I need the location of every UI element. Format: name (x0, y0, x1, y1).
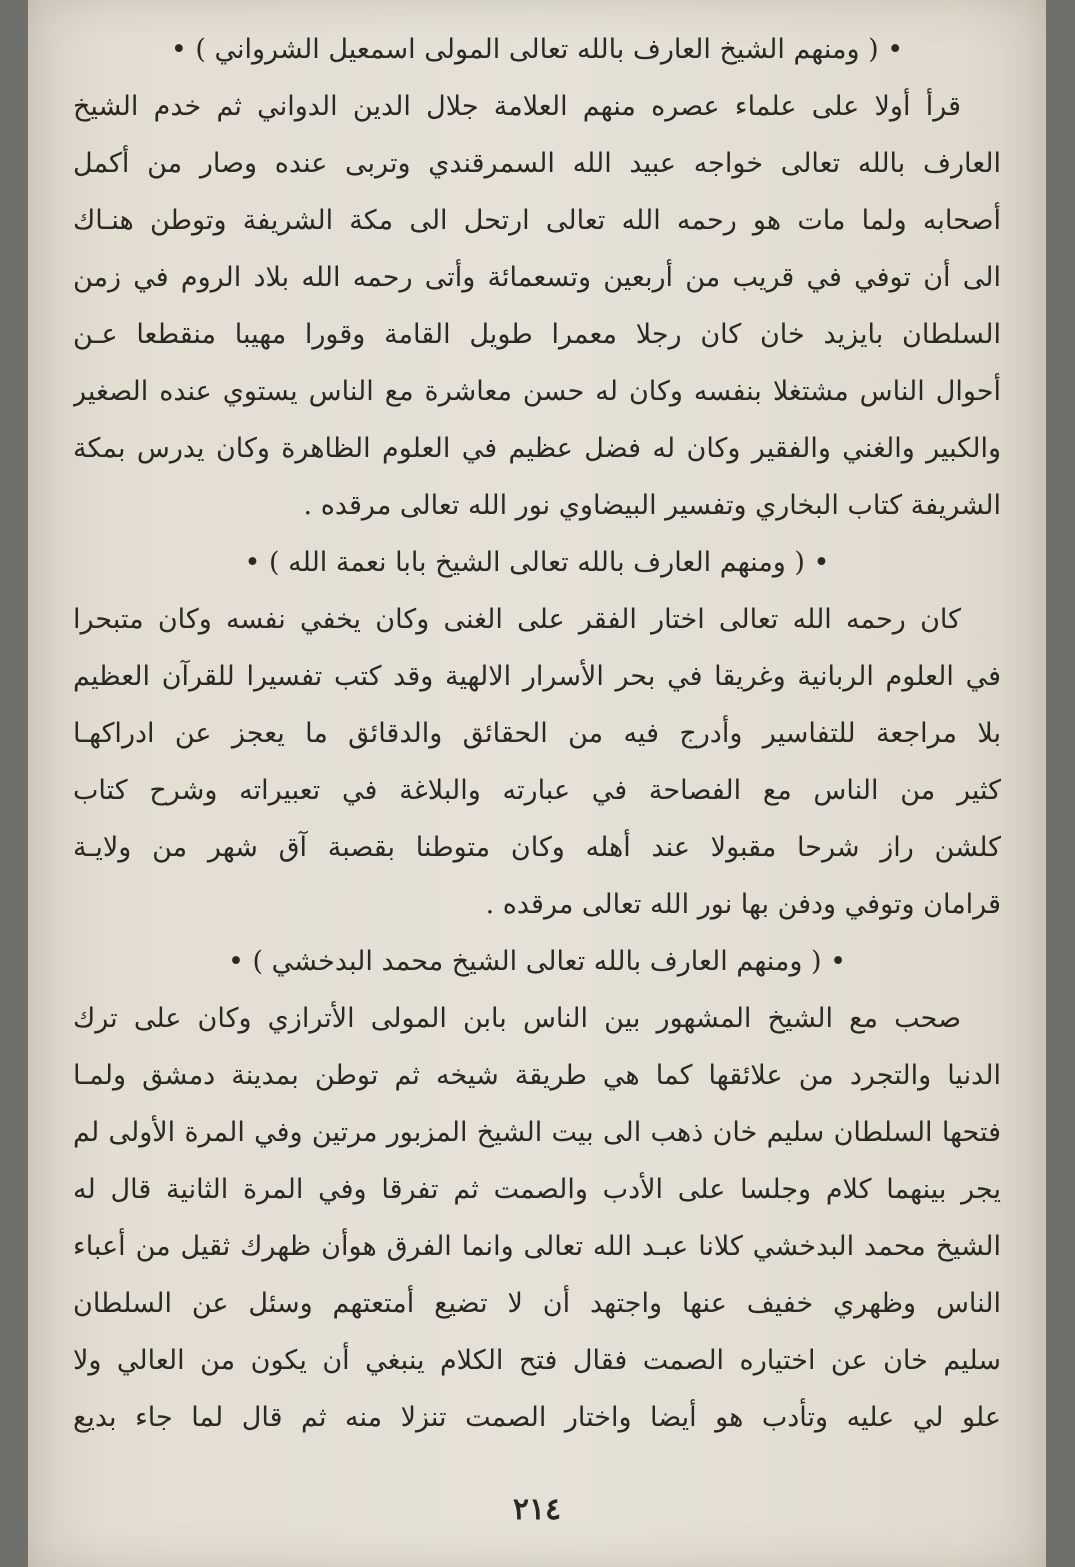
text-line: والكبير والغني والفقير وكان له فضل عظيم في العلوم الظاهرة وكان يدرس بمكة (73, 433, 1001, 464)
text-line: بلا مراجعة للتفاسير وأدرج فيه من الحقائق والدقائق ما يعجز عن ادراكهـا (73, 718, 1001, 749)
text-line: علو لي عليه وتأدب هو أيضا واختار الصمت تنزلا منه ثم قال لما جاء بديع (73, 1402, 1001, 1433)
section-heading-ismail-shirwani: • ( ومنهم الشيخ العارف بالله تعالى المولى اسمعيل الشرواني ) • (170, 34, 904, 65)
book-page (28, 0, 1046, 1567)
text-line: كان رحمه الله تعالى اختار الفقر على الغنى وكان يخفي نفسه وكان متبحرا (73, 604, 961, 635)
text-line: كلشن راز شرحا مقبولا عند أهله وكان متوطنا بقصبة آق شهر من ولايـة (73, 832, 1001, 863)
text-line: فتحها السلطان سليم خان ذهب الى بيت الشيخ المزبور مرتين وفي المرة الأولى لم (73, 1117, 1001, 1148)
text-line: كثير من الناس مع الفصاحة في عبارته والبلاغة في تعبيراته وشرح كتاب (73, 775, 1001, 806)
text-line: سليم خان عن اختياره الصمت فقال فتح الكلام ينبغي أن يكون من العالي ولا (73, 1345, 1001, 1376)
text-line: الى أن توفي في قريب من أربعين وتسعمائة وأتى رحمه الله بلاد الروم في زمن (73, 262, 1001, 293)
page-text (73, 22, 1001, 1462)
text-line: السلطان بايزيد خان كان رجلا معمرا طويل القامة وقورا مهيبا منقطعا عـن (73, 319, 1001, 350)
text-line: يجر بينهما كلام وجلسا على الأدب والصمت ثم تفرقا وفي المرة الثانية قال له (73, 1174, 1001, 1205)
text-line: الشريفة كتاب البخاري وتفسير البيضاوي نور الله تعالى مرقده . (303, 490, 1001, 521)
text-line: في العلوم الربانية وغريقا في بحر الأسرار الالهية وقد كتب تفسيرا للقرآن العظيم (73, 661, 1001, 692)
text-line: الناس وظهري خفيف عنها واجتهد أن لا تضيع أمتعتهم وسئل عن السلطان (73, 1288, 1001, 1319)
text-line: العارف بالله تعالى خواجه عبيد الله السمرقندي وتربى عنده وصار من أكمل (73, 148, 1001, 179)
text-line: الدنيا والتجرد من علائقها كما هي طريقة شيخه ثم توطن بمدينة دمشق ولمـا (73, 1060, 1001, 1091)
section-heading-muhammad-badakhshi: • ( ومنهم العارف بالله تعالى الشيخ محمد البدخشي ) • (227, 946, 847, 977)
text-line: أصحابه ولما مات هو رحمه الله تعالى ارتحل الى مكة الشريفة وتوطن هنـاك (73, 205, 1001, 236)
text-line: صحب مع الشيخ المشهور بين الناس بابن المولى الأترازي وكان على ترك (73, 1003, 961, 1034)
text-line: قرأ أولا على علماء عصره منهم العلامة جلال الدين الدواني ثم خدم الشيخ (73, 91, 961, 122)
page-number: ٢١٤ (512, 1492, 562, 1527)
section-heading-baba-nimatullah: • ( ومنهم العارف بالله تعالى الشيخ بابا نعمة الله ) • (244, 547, 830, 578)
text-line: الشيخ محمد البدخشي كلانا عبـد الله تعالى وانما الفرق هوأن ظهرك ثقيل من أعباء (73, 1231, 1001, 1262)
text-line: أحوال الناس مشتغلا بنفسه وكان له حسن معاشرة مع الناس يستوي عنده الصغير (73, 376, 1001, 407)
text-line: قرامان وتوفي ودفن بها نور الله تعالى مرقده . (485, 889, 1001, 920)
